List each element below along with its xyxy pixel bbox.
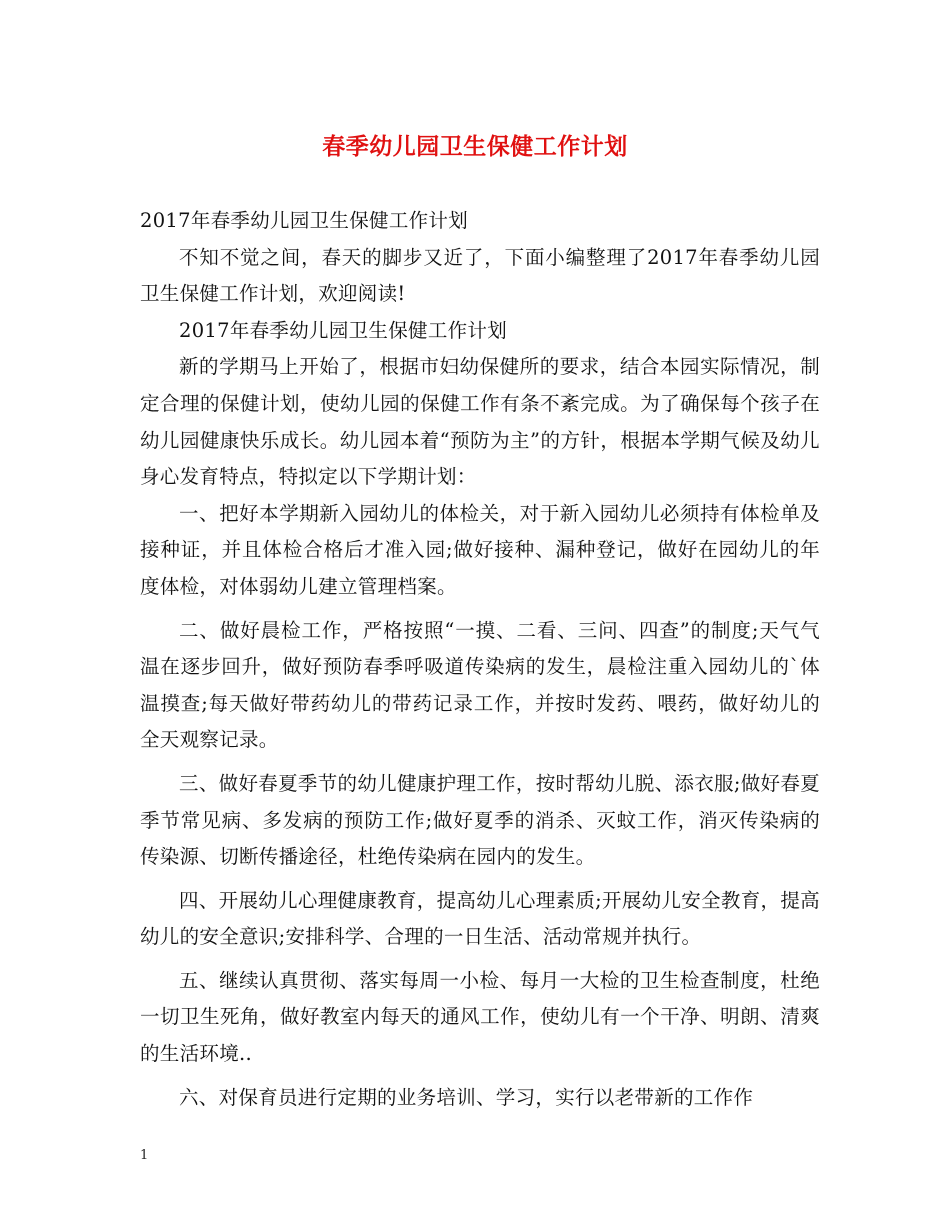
body-paragraph: 新的学期马上开始了，根据市妇幼保健所的要求，结合本园实际情况，制定合理的保健计划，使幼儿园的保健工作有条不紊完成。为了确保每个孩子在幼儿园健康快乐成长。幼儿园本着“预防为主”的方针，根据本学期气候及幼儿身心发育特点，特拟定以下学期计划：: [140, 355, 820, 489]
item-paragraph-2: 二、做好晨检工作，严格按照“一摸、二看、三问、四查”的制度;天气气温在逐步回升，做好预防春季呼吸道传染病的发生，晨检注重入园幼儿的`体温摸查;每天做好带药幼儿的带药记录工作，并按时发药、喂药，做好幼儿的全天观察记录。: [140, 618, 820, 752]
subtitle-paragraph: 2017年春季幼儿园卫生保健工作计划: [140, 209, 469, 232]
document-body: [140, 203, 820, 1116]
intro-paragraph: 不知不觉之间，春天的脚步又近了，下面小编整理了2017年春季幼儿园卫生保健工作计划，欢迎阅读!: [140, 245, 820, 306]
item-paragraph-3: 三、做好春夏季节的幼儿健康护理工作，按时帮幼儿脱、添衣服;做好春夏季节常见病、多发病的预防工作;做好夏季的消杀、灭蚊工作，消灭传染病的传染源、切断传播途径，杜绝传染病在园内的发生。: [140, 771, 820, 869]
page-number: 1: [140, 1148, 149, 1163]
item-paragraph-1: 一、把好本学期新入园幼儿的体检关，对于新入园幼儿必须持有体检单及接种证，并且体检合格后才准入园;做好接种、漏种登记，做好在园幼儿的年度体检，对体弱幼儿建立管理档案。: [140, 501, 820, 598]
item-paragraph-4: 四、开展幼儿心理健康教育，提高幼儿心理素质;开展幼儿安全教育，提高幼儿的安全意识;安排科学、合理的一日生活、活动常规并执行。: [140, 888, 820, 949]
item-paragraph-6: 六、对保育员进行定期的业务培训、学习，实行以老带新的工作作: [179, 1085, 754, 1109]
document-title: 春季幼儿园卫生保健工作计划: [322, 134, 628, 160]
item-paragraph-5: 五、继续认真贯彻、落实每周一小检、每月一大检的卫生检查制度，杜绝一切卫生死角，做好教室内每天的通风工作，使幼儿有一个干净、明朗、清爽的生活环境..: [140, 968, 820, 1066]
section-heading: 2017年春季幼儿园卫生保健工作计划: [179, 318, 508, 342]
